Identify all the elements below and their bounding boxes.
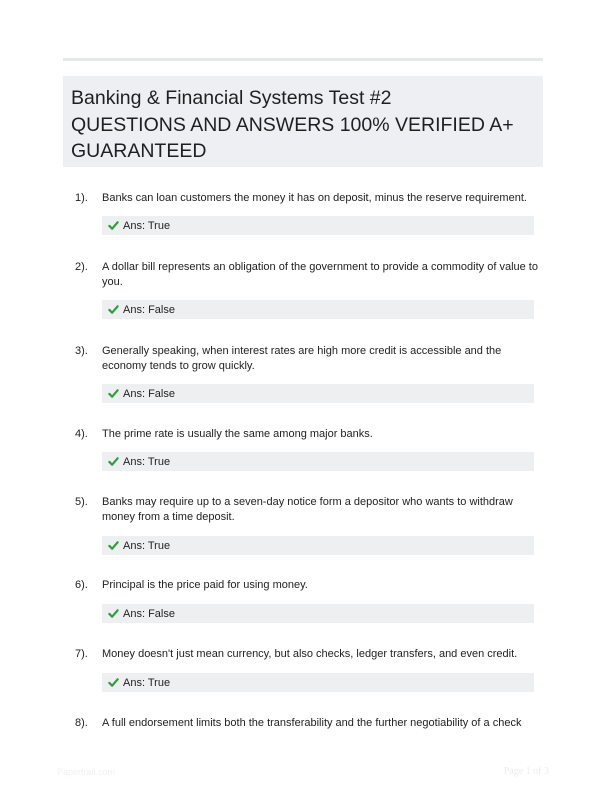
question-text: The prime rate is usually the same among major banks. — [102, 428, 373, 440]
question-number: 4). — [75, 428, 88, 440]
answer-text: Ans: True — [123, 676, 171, 689]
answer-text: Ans: True — [123, 455, 171, 468]
checkmark-icon — [108, 456, 119, 467]
answer-text: Ans: True — [123, 539, 171, 552]
question-number: 6). — [75, 579, 88, 591]
question-number: 3). — [75, 345, 88, 357]
question-text: Money doesn't just mean currency, but also checks, ledger transfers, and even credit. — [102, 648, 518, 660]
question-text: Banks may require up to a seven-day notice form a depositor who wants to withdraw money from a time deposit. — [102, 496, 513, 523]
question-text: A dollar bill represents an obligation of the government to provide a commodity of value to you. — [102, 261, 538, 288]
answer-box — [102, 216, 534, 235]
checkmark-icon — [108, 608, 119, 619]
top-divider — [63, 58, 543, 61]
question-text: A full endorsement limits both the transferability and the further negotiability of a check — [102, 717, 522, 729]
answer-text: Ans: False — [123, 303, 175, 316]
checkmark-icon — [108, 540, 119, 551]
answer-box — [102, 673, 534, 692]
title-line: Banking & Financial Systems Test #2 — [71, 87, 392, 109]
question-number: 5). — [75, 496, 88, 508]
title-line: GUARANTEED — [71, 140, 207, 162]
question-number: 2). — [75, 261, 88, 273]
checkmark-icon — [108, 388, 119, 399]
answer-box — [102, 536, 534, 555]
question-number: 8). — [75, 717, 88, 729]
question-number: 7). — [75, 648, 88, 660]
document-title — [63, 76, 543, 167]
answer-text: Ans: False — [123, 607, 175, 620]
answer-box — [102, 604, 534, 623]
question-text: Principal is the price paid for using money. — [102, 579, 308, 591]
footer-site: Papertrail.com — [57, 767, 116, 777]
question-number: 1). — [75, 192, 88, 204]
question-text: Generally speaking, when interest rates are high more credit is accessible and the economy tends to grow quickly. — [102, 345, 502, 372]
checkmark-icon — [108, 220, 119, 231]
title-line: QUESTIONS AND ANSWERS 100% VERIFIED A+ — [71, 113, 514, 136]
checkmark-icon — [108, 677, 119, 688]
answer-box — [102, 384, 534, 403]
answer-box — [102, 300, 534, 319]
question-text: Banks can loan customers the money it has on deposit, minus the reserve requirement. — [102, 192, 527, 204]
answer-text: Ans: True — [123, 219, 171, 232]
answer-text: Ans: False — [123, 387, 175, 400]
checkmark-icon — [108, 304, 119, 315]
footer-page-number: Page 1 of 3 — [503, 766, 549, 777]
answer-box — [102, 452, 534, 471]
